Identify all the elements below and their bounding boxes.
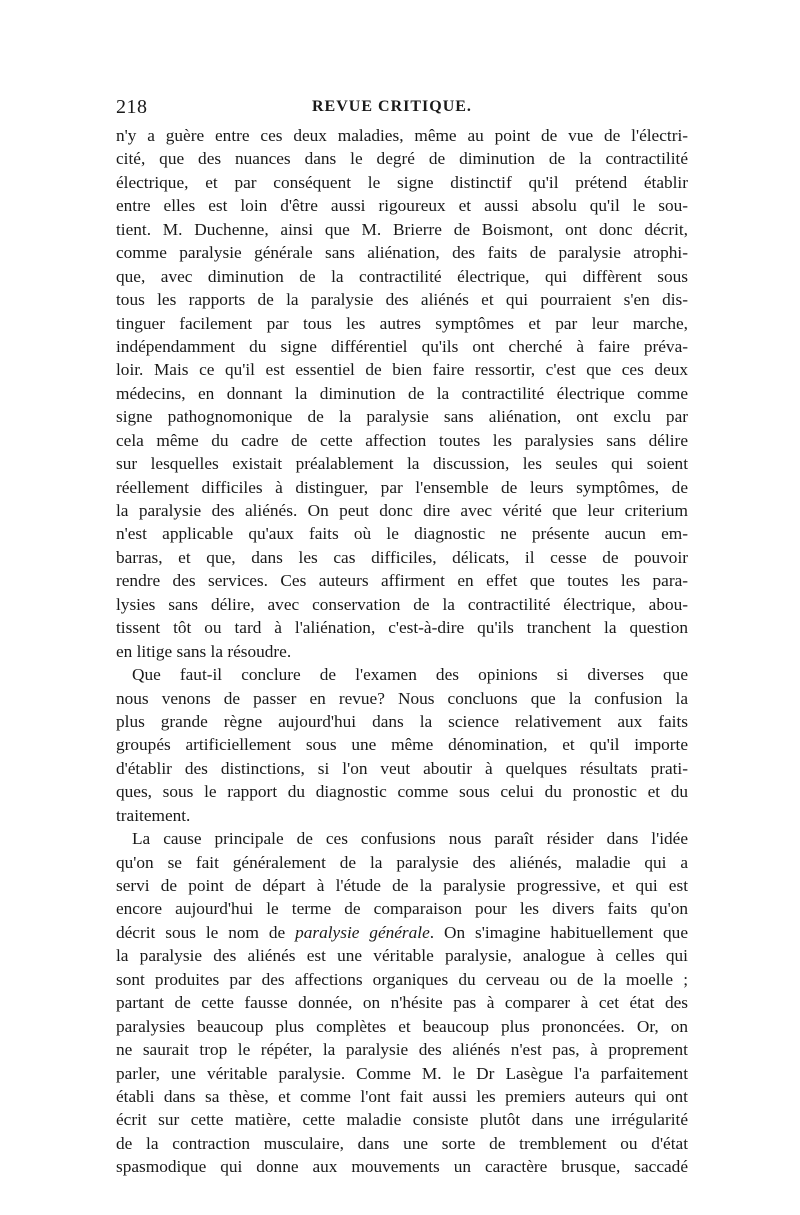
text-line: comme paralysie générale sans aliénation, des faits de paralysie atrophi-: [116, 243, 688, 263]
text-line: qu'on se fait généralement de la paralysie des aliénés, maladie qui a: [116, 852, 688, 872]
text-line: cité, que des nuances dans le degré de diminution de la contractilité: [116, 149, 688, 169]
text-line: rendre des services. Ces auteurs affirment en effet que toutes les para-: [116, 571, 688, 591]
text-segment: décrit sous le nom de: [116, 922, 296, 942]
text-line: établi dans sa thèse, et comme l'ont fait aussi les premiers auteurs qui ont: [116, 1086, 688, 1106]
body-text: [116, 124, 688, 1179]
italic-term: paralysie générale: [295, 922, 430, 942]
text-line: encore aujourd'hui le terme de comparaison pour les divers faits qu'on: [116, 899, 688, 919]
text-line: tous les rapports de la paralysie des aliénés et qui pourraient s'en dis-: [116, 290, 688, 310]
text-line: tient. M. Duchenne, ainsi que M. Brierre de Boismont, ont donc décrit,: [116, 219, 688, 239]
text-line: spasmodique qui donne aux mouvements un caractère brusque, saccadé: [116, 1157, 688, 1177]
text-line: médecins, en donnant la diminution de la contractilité électrique comme: [116, 383, 688, 403]
text-line: n'est applicable qu'aux faits où le diagnostic ne présente aucun em-: [116, 524, 688, 544]
text-line: cela même du cadre de cette affection toutes les paralysies sans délire: [116, 430, 688, 450]
text-line: sont produites par des affections organiques du cerveau ou de la moelle ;: [116, 969, 688, 989]
text-line: plus grande règne aujourd'hui dans la science relativement aux faits: [116, 711, 688, 731]
text-line: lysies sans délire, avec conservation de la contractilité électrique, abou-: [116, 594, 688, 614]
text-line: électrique, et par conséquent le signe distinctif qu'il prétend établir: [116, 172, 688, 192]
text-line: ques, sous le rapport du diagnostic comme sous celui du pronostic et du: [116, 782, 688, 802]
text-line: de la contraction musculaire, dans une sorte de tremblement ou d'état: [116, 1133, 688, 1153]
text-line: partant de cette fausse donnée, on n'hésite pas à comparer à cet état des: [116, 993, 688, 1013]
text-line: groupés artificiellement sous une même dénomination, et qu'il importe: [116, 735, 688, 755]
text-line: nous venons de passer en revue? Nous concluons que la confusion la: [116, 688, 688, 708]
text-line: La cause principale de ces confusions nous paraît résider dans l'idée: [132, 829, 688, 849]
text-line-with-italic: [116, 921, 688, 944]
text-line: réellement difficiles à distinguer, par l'ensemble de leurs symptômes, de: [116, 477, 688, 497]
text-line: n'y a guère entre ces deux maladies, même au point de vue de l'électri-: [116, 126, 688, 145]
running-head: [116, 96, 688, 120]
text-line: indépendamment du signe différentiel qu'ils ont cherché à faire préva-: [116, 336, 688, 356]
text-line: la paralysie des aliénés est une véritable paralysie, analogue à celles qui: [116, 946, 688, 966]
text-line: signe pathognomonique de la paralysie sans aliénation, ont exclu par: [116, 407, 688, 427]
running-title: REVUE CRITIQUE.: [312, 98, 472, 115]
text-segment: . On s'imagine habituellement que: [429, 922, 688, 942]
text-line: barras, et que, dans les cas difficiles, délicats, il cesse de pouvoir: [116, 547, 688, 567]
text-line: la paralysie des aliénés. On peut donc dire avec vérité que leur criterium: [116, 501, 688, 520]
text-line: en litige sans la résoudre.: [116, 641, 292, 661]
page-number: 218: [116, 96, 148, 118]
text-line: entre elles est loin d'être aussi rigoureux et aussi absolu qu'il le sou-: [116, 196, 688, 216]
text-line: ne saurait trop le répéter, la paralysie des aliénés n'est pas, à proprement: [116, 1040, 688, 1060]
text-line: tinguer facilement par tous les autres symptômes et par leur marche,: [116, 313, 688, 333]
text-line: écrit sur cette matière, cette maladie consiste plutôt dans une irrégularité: [116, 1110, 688, 1130]
text-line: paralysies beaucoup plus complètes et beaucoup plus prononcées. Or, on: [116, 1016, 688, 1036]
text-line: servi de point de départ à l'étude de la paralysie progressive, et qui est: [116, 876, 688, 895]
text-line: que, avec diminution de la contractilité électrique, qui diffèrent sous: [116, 266, 688, 286]
text-line: d'établir des distinctions, si l'on veut aboutir à quelques résultats prati-: [116, 758, 688, 778]
text-line: parler, une véritable paralysie. Comme M. le Dr Lasègue l'a parfaitement: [116, 1063, 688, 1083]
text-line: traitement.: [116, 805, 191, 825]
text-line: sur lesquelles existait préalablement la discussion, les seules qui soient: [116, 454, 688, 474]
text-line: Que faut-il conclure de l'examen des opinions si diverses que: [132, 665, 688, 685]
text-line: loir. Mais ce qu'il est essentiel de bien faire ressortir, c'est que ces deux: [116, 360, 688, 380]
text-line: tissent tôt ou tard à l'aliénation, c'est-à-dire qu'ils tranchent la question: [116, 618, 688, 638]
